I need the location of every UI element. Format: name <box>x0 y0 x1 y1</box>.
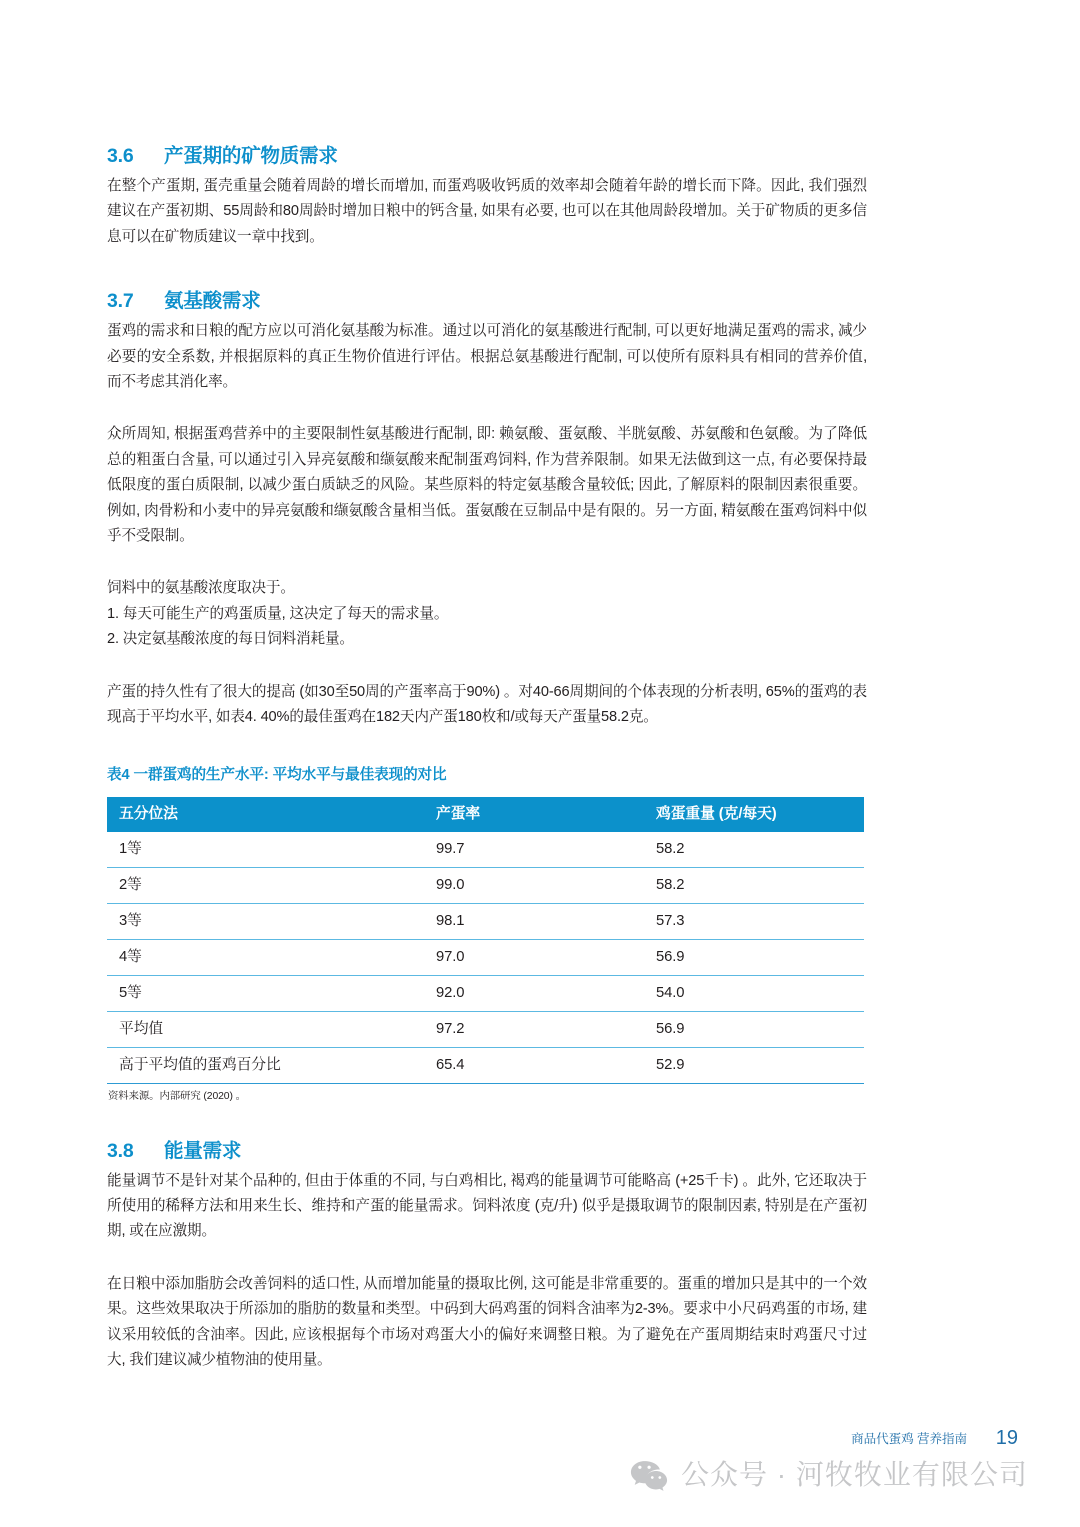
section-title: 产蛋期的矿物质需求 <box>164 145 338 167</box>
cell-quintile: 5等 <box>107 975 424 1011</box>
cell-egg-weight: 57.3 <box>644 903 864 939</box>
footer-document-title: 商品代蛋鸡 营养指南 <box>851 1432 967 1446</box>
list-item-2: 2. 决定氨基酸浓度的每日饲料消耗量。 <box>107 631 354 648</box>
column-header-quintile: 五分位法 <box>107 797 424 832</box>
table-row <box>107 832 864 868</box>
page-content <box>107 143 867 1373</box>
table-caption: 表4 一群蛋鸡的生产水平: 平均水平与最佳表现的对比 <box>107 766 447 783</box>
table-row <box>107 903 864 939</box>
section-heading-3-6 <box>107 143 867 169</box>
paragraph-3-8-2: 在日粮中添加脂肪会改善饲料的适口性, 从而增加能量的摄取比例, 这可能是非常重要的。蛋重的增加只是其中的一个效果。这些效果取决于所添加的脂肪的数量和类型。中码到大码鸡蛋的饲料含油率为2-3%。要求中小尺码鸡蛋的市场, 建议采用较低的含油率。因此, 应该根据每个市场对鸡蛋大小的偏好来调整日粮。为了避免在产蛋周期结束时鸡蛋尺寸过大, 我们建议减少植物油的使用量。 <box>107 1275 867 1368</box>
column-header-egg-weight: 鸡蛋重量 (克/每天) <box>644 797 864 832</box>
cell-laying-rate: 99.0 <box>424 867 644 903</box>
amino-acid-leadin: 饲料中的氨基酸浓度取决于。 <box>107 580 295 597</box>
spacer <box>107 731 867 764</box>
paragraph-3-6-1: 在整个产蛋期, 蛋壳重量会随着周龄的增长而增加, 而蛋鸡吸收钙质的效率却会随着年龄的增长而下降。因此, 我们强烈建议在产蛋初期、55周龄和80周龄时增加日粮中的钙含量, 如果有必要, 也可以在其他周龄段增加。关于矿物质的更多信息可以在矿物质建议一章中找到。 <box>107 178 867 245</box>
production-level-table <box>107 797 864 1084</box>
cell-laying-rate: 98.1 <box>424 903 644 939</box>
table-row <box>107 975 864 1011</box>
spacer <box>107 1245 867 1272</box>
table-body <box>107 832 864 1084</box>
spacer <box>107 395 867 422</box>
cell-laying-rate: 97.0 <box>424 939 644 975</box>
spacer <box>107 1105 867 1138</box>
page-number: 19 <box>995 1427 1018 1449</box>
cell-laying-rate: 99.7 <box>424 832 644 868</box>
cell-quintile: 高于平均值的蛋鸡百分比 <box>107 1047 424 1083</box>
table-header-row <box>107 797 864 832</box>
cell-egg-weight: 58.2 <box>644 832 864 868</box>
section-heading-3-7 <box>107 288 867 314</box>
paragraph-3-8-1: 能量调节不是针对某个品种的, 但由于体重的不同, 与白鸡相比, 褐鸡的能量调节可能略高 (+25千卡) 。此外, 它还取决于所使用的稀释方法和用来生长、维持和产蛋的能量需求。饲料浓度 (克/升) 似乎是摄取调节的限制因素, 特别是在产蛋初期, 或在应激期。 <box>107 1172 867 1240</box>
cell-egg-weight: 56.9 <box>644 939 864 975</box>
cell-laying-rate: 97.2 <box>424 1011 644 1047</box>
table-header <box>107 797 864 832</box>
section-title: 能量需求 <box>164 1139 242 1162</box>
spacer <box>107 653 867 680</box>
cell-quintile: 平均值 <box>107 1011 424 1047</box>
cell-egg-weight: 52.9 <box>644 1047 864 1083</box>
cell-quintile: 2等 <box>107 867 424 903</box>
spacer <box>107 549 867 576</box>
cell-laying-rate: 65.4 <box>424 1047 644 1083</box>
cell-laying-rate: 92.0 <box>424 975 644 1011</box>
column-header-laying-rate: 产蛋率 <box>424 797 644 832</box>
cell-egg-weight: 54.0 <box>644 975 864 1011</box>
paragraph-3-7-2: 众所周知, 根据蛋鸡营养中的主要限制性氨基酸进行配制, 即: 赖氨酸、蛋氨酸、半胱氨酸、苏氨酸和色氨酸。为了降低总的粗蛋白含量, 可以通过引入异亮氨酸和缬氨酸来配制蛋鸡饲料, 作为营养限制。如果无法做到这一点, 有必要保持最低限度的蛋白质限制, 以减少蛋白质缺乏的风险。某些原料的特定氨基酸含量较低; 因此, 了解原料的限制因素很重要。例如, 肉骨粉和小麦中的异亮氨酸和缬氨酸含量相当低。蛋氨酸在豆制品中是有限的。另一方面, 精氨酸在蛋鸡饲料中似乎不受限制。 <box>107 426 867 545</box>
watermark <box>630 1457 1028 1493</box>
wechat-icon <box>630 1459 668 1491</box>
section-number: 3.7 <box>107 290 134 313</box>
table-row-above-mean <box>107 1047 864 1083</box>
cell-egg-weight: 56.9 <box>644 1011 864 1047</box>
paragraph-3-7-closing: 产蛋的持久性有了很大的提高 (如30至50周的产蛋率高于90%) 。对40-66周期间的个体表现的分析表明, 65%的蛋鸡的表现高于平均水平, 如表4. 40%的最佳蛋鸡在182天内产蛋180枚和/或每天产蛋量58.2克。 <box>107 683 867 726</box>
section-title: 氨基酸需求 <box>164 290 261 313</box>
paragraph-3-7-1: 蛋鸡的需求和日粮的配方应以可消化氨基酸为标准。通过以可消化的氨基酸进行配制, 可以更好地满足蛋鸡的需求, 减少必要的安全系数, 并根据原料的真正生物价值进行评估。根据总氨基酸进行配制, 可以使所有原料具有相同的营养价值, 而不考虑其消化率。 <box>107 323 867 391</box>
cell-egg-weight: 58.2 <box>644 867 864 903</box>
spacer <box>107 250 867 288</box>
section-heading-3-8 <box>107 1138 867 1164</box>
cell-quintile: 1等 <box>107 832 424 868</box>
table-source: 资料来源。内部研究 (2020) 。 <box>108 1090 246 1102</box>
cell-quintile: 4等 <box>107 939 424 975</box>
table-row-mean <box>107 1011 864 1047</box>
list-item-1: 1. 每天可能生产的鸡蛋质量, 这决定了每天的需求量。 <box>107 605 449 622</box>
section-number: 3.8 <box>107 1139 134 1162</box>
watermark-text: 公众号 · 河牧牧业有限公司 <box>681 1459 1028 1490</box>
page-footer <box>0 1428 1080 1458</box>
table-row <box>107 867 864 903</box>
table-row <box>107 939 864 975</box>
cell-quintile: 3等 <box>107 903 424 939</box>
section-number: 3.6 <box>107 145 134 167</box>
